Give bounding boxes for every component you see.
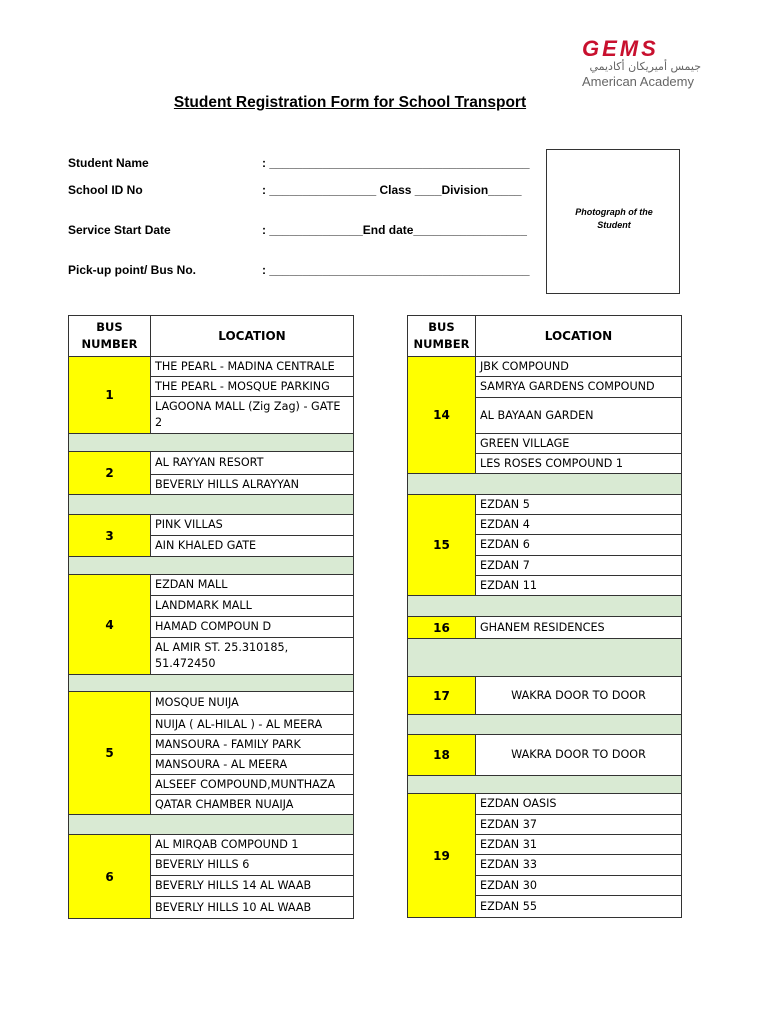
- form-title: Student Registration Form for School Transport: [173, 94, 527, 111]
- location-cell: THE PEARL - MOSQUE PARKING: [151, 377, 354, 397]
- location-cell: LAGOONA MALL (Zig Zag) - GATE 2: [151, 397, 354, 434]
- table-row: [69, 452, 354, 475]
- bus-number-cell: 6: [69, 835, 151, 919]
- separator-row: [69, 675, 354, 692]
- location-cell: QATAR CHAMBER NUAIJA: [151, 795, 354, 815]
- table-row: [408, 357, 682, 377]
- bus-number-cell: 16: [408, 617, 476, 639]
- location-cell: GHANEM RESIDENCES: [476, 617, 682, 639]
- location-cell: EZDAN 33: [476, 855, 682, 876]
- location-header: LOCATION: [151, 316, 354, 357]
- school-logo: [578, 36, 703, 92]
- photo-box[interactable]: [546, 149, 680, 294]
- table-row: [69, 835, 354, 855]
- location-cell: WAKRA DOOR TO DOOR: [476, 677, 682, 715]
- separator-row: [408, 596, 682, 617]
- location-cell: AL MIRQAB COMPOUND 1: [151, 835, 354, 855]
- table-row: [408, 735, 682, 776]
- table-row: [69, 575, 354, 596]
- bus-number-cell: 14: [408, 357, 476, 474]
- table-row: [408, 677, 682, 715]
- separator-row: [69, 815, 354, 835]
- bus-number-cell: 18: [408, 735, 476, 776]
- logo-arabic-text: جيمس أميريكان أكاديمي: [589, 60, 701, 73]
- bus-number-cell: 1: [69, 357, 151, 434]
- separator-row: [408, 776, 682, 794]
- location-cell: MANSOURA - AL MEERA: [151, 755, 354, 775]
- location-cell: EZDAN 11: [476, 576, 682, 596]
- service-start-label: Service Start Date: [68, 223, 171, 237]
- photo-placeholder-text: Photograph of the Student: [575, 207, 653, 230]
- location-cell: BEVERLY HILLS 6: [151, 855, 354, 876]
- location-cell: LANDMARK MALL: [151, 596, 354, 617]
- bus-number-cell: 3: [69, 515, 151, 557]
- table-row: [69, 357, 354, 377]
- table-row: [69, 692, 354, 715]
- location-cell: EZDAN 6: [476, 535, 682, 556]
- location-cell: BEVERLY HILLS 14 AL WAAB: [151, 876, 354, 897]
- student-name-label: Student Name: [68, 156, 149, 170]
- bus-number-cell: 5: [69, 692, 151, 815]
- location-cell: EZDAN 31: [476, 835, 682, 855]
- table-header-row: [69, 316, 354, 357]
- table-row: [408, 794, 682, 815]
- location-cell: EZDAN OASIS: [476, 794, 682, 815]
- location-cell: HAMAD COMPOUN D: [151, 617, 354, 638]
- location-cell: BEVERLY HILLS ALRAYYAN: [151, 475, 354, 495]
- location-cell: EZDAN 4: [476, 515, 682, 535]
- location-cell: THE PEARL - MADINA CENTRALE: [151, 357, 354, 377]
- location-cell: BEVERLY HILLS 10 AL WAAB: [151, 897, 354, 919]
- school-id-class-division-field[interactable]: : ________________ Class ____Division_____: [262, 183, 522, 197]
- location-cell: PINK VILLAS: [151, 515, 354, 536]
- separator-row: [408, 639, 682, 677]
- separator-row: [69, 557, 354, 575]
- location-cell: EZDAN 37: [476, 815, 682, 835]
- location-cell: EZDAN MALL: [151, 575, 354, 596]
- school-id-label: School ID No: [68, 183, 143, 197]
- location-cell: WAKRA DOOR TO DOOR: [476, 735, 682, 776]
- location-cell: GREEN VILLAGE: [476, 434, 682, 454]
- location-header: LOCATION: [476, 316, 682, 357]
- location-cell: EZDAN 7: [476, 556, 682, 576]
- location-cell: LES ROSES COMPOUND 1: [476, 454, 682, 474]
- location-cell: AL AMIR ST. 25.310185, 51.472450: [151, 638, 354, 675]
- logo-english-text: American Academy: [582, 74, 694, 89]
- location-cell: EZDAN 30: [476, 876, 682, 896]
- table-row: [408, 495, 682, 515]
- logo-brand: GEMS: [582, 36, 659, 61]
- pickup-label: Pick-up point/ Bus No.: [68, 263, 196, 277]
- table-row: [69, 515, 354, 536]
- location-cell: EZDAN 5: [476, 495, 682, 515]
- table-header-row: [408, 316, 682, 357]
- table-row: [408, 617, 682, 639]
- bus-number-cell: 15: [408, 495, 476, 596]
- location-cell: MOSQUE NUIJA: [151, 692, 354, 715]
- left-bus-table: [68, 315, 354, 919]
- location-cell: AL BAYAAN GARDEN: [476, 398, 682, 434]
- bus-number-header: BUS NUMBER: [408, 316, 476, 357]
- location-cell: AIN KHALED GATE: [151, 536, 354, 557]
- bus-number-cell: 17: [408, 677, 476, 715]
- location-cell: AL RAYYAN RESORT: [151, 452, 354, 475]
- separator-row: [69, 495, 354, 515]
- location-cell: ALSEEF COMPOUND,MUNTHAZA: [151, 775, 354, 795]
- pickup-field[interactable]: : _______________________________________: [262, 263, 530, 277]
- bus-number-header: BUS NUMBER: [69, 316, 151, 357]
- location-cell: MANSOURA - FAMILY PARK: [151, 735, 354, 755]
- separator-row: [69, 434, 354, 452]
- location-cell: JBK COMPOUND: [476, 357, 682, 377]
- separator-row: [408, 715, 682, 735]
- location-cell: NUIJA ( AL-HILAL ) - AL MEERA: [151, 715, 354, 735]
- location-cell: EZDAN 55: [476, 896, 682, 918]
- location-cell: SAMRYA GARDENS COMPOUND: [476, 377, 682, 398]
- separator-row: [408, 474, 682, 495]
- bus-number-cell: 4: [69, 575, 151, 675]
- bus-number-cell: 2: [69, 452, 151, 495]
- right-bus-table: [407, 315, 682, 918]
- service-dates-field[interactable]: : ______________End date_________________: [262, 223, 527, 237]
- bus-number-cell: 19: [408, 794, 476, 918]
- student-name-field[interactable]: : _______________________________________: [262, 156, 530, 170]
